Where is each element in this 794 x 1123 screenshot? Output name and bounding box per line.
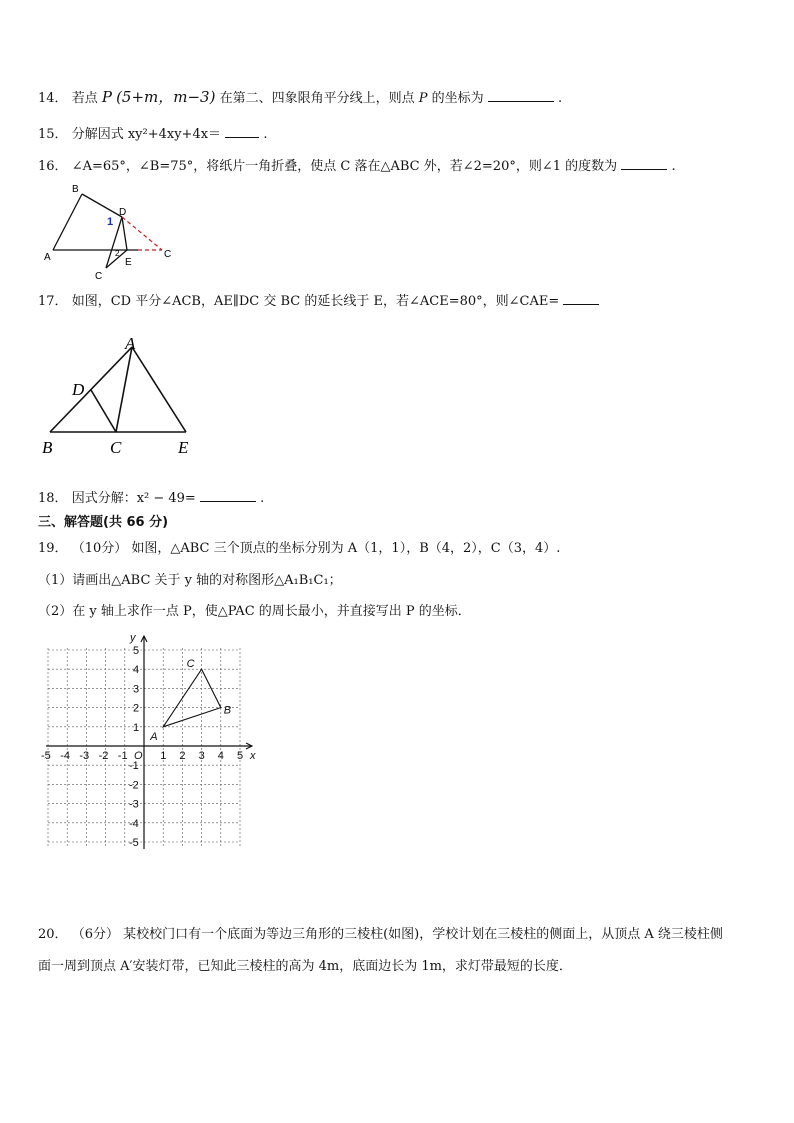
q16-label-a: A [44, 252, 51, 263]
q20-number: 20． [38, 927, 68, 942]
q14-point: P [101, 88, 112, 106]
q14-point2: P [418, 91, 428, 106]
q17-label-a: A [125, 334, 136, 353]
y-tick-label: -4 [129, 817, 139, 830]
x-tick-label: 4 [217, 750, 224, 762]
q16-fold-de [122, 217, 127, 250]
x-tick-label: -1 [117, 750, 128, 762]
q18-end: . [260, 491, 265, 506]
q14-text-end: 的坐标为 [431, 91, 484, 106]
q16-end: . [671, 159, 676, 174]
q18-answer-blank [200, 488, 256, 502]
y-tick-label: 1 [133, 721, 140, 734]
q16-side-ab [53, 194, 82, 250]
q15-text: 分解因式 xy²+4xy+4x＝ [71, 127, 222, 142]
question-16 [38, 156, 676, 176]
q17-label-d: D [72, 380, 85, 399]
y-tick-label: -3 [129, 798, 139, 811]
q14-number: 14． [38, 91, 68, 106]
x-tick-label: -2 [98, 750, 109, 762]
q17-side-ae [132, 347, 186, 432]
x-tick-label: 5 [237, 750, 244, 762]
q17-label-e: E [178, 438, 189, 457]
q20-line-2: 面一周到顶点 A′安装灯带，已知此三棱柱的高为 4m，底面边长为 1m，求灯带最短的长度． [38, 959, 572, 974]
question-14 [38, 88, 562, 108]
q19-score: （10分） [71, 541, 128, 556]
x-axis-label: x [250, 750, 256, 762]
grid-point-label-c: C [186, 658, 195, 671]
q19-part-2: （2）在 y 轴上求作一点 P，使△PAC 的周长最小，并直接写出 P 的坐标． [38, 604, 471, 619]
x-tick-label: -4 [60, 750, 70, 762]
q17-label-b: B [42, 438, 53, 457]
y-tick-label: -1 [129, 760, 139, 773]
q16-number: 16． [38, 159, 68, 174]
q19-coordinate-grid [38, 628, 268, 853]
x-tick-label: 3 [198, 750, 205, 762]
q17-side-ba [50, 347, 132, 432]
y-tick-label: 4 [133, 664, 140, 677]
q17-segment-ac [116, 347, 132, 432]
q15-answer-blank [225, 124, 259, 138]
y-tick-label: 5 [133, 645, 140, 657]
q16-label-b: B [72, 184, 79, 195]
section-3-title: 三、解答题(共 66 分) [38, 515, 169, 530]
q18-text: 因式分解：x² − 49= [71, 491, 196, 506]
q16-label-c-bottom: C [95, 271, 103, 282]
q14-end: . [557, 91, 563, 106]
q17-text: 如图，CD 平分∠ACB，AE∥DC 交 BC 的延长线于 E，若∠ACE=80°，则∠CAE= [71, 294, 560, 309]
x-tick-label: -3 [79, 750, 90, 762]
q17-answer-blank [563, 291, 599, 305]
q16-dashed-original [122, 217, 162, 250]
q20-line-1: 某校校门口有一个底面为等边三角形的三棱柱(如图)，学校计划在三棱柱的侧面上，从顶点 A 绕三棱柱侧 [123, 927, 723, 942]
q17-lines [50, 347, 186, 432]
q16-figure [38, 180, 188, 285]
q20-score: （6分） [71, 927, 119, 942]
x-tick-label: -5 [41, 750, 51, 762]
q14-answer-blank [488, 88, 554, 102]
question-20 [38, 926, 723, 944]
question-18 [38, 488, 264, 508]
q14-text-after: 在第二、四象限角平分线上，则点 [219, 91, 415, 106]
x-tick-label: 1 [160, 750, 167, 762]
q19-part-1: （1）请画出△ABC 关于 y 轴的对称图形△A₁B₁C₁； [38, 573, 342, 588]
q16-text: ∠A=65°，∠B=75°，将纸片一角折叠，使点 C 落在△ABC 外，若∠2=20°，则∠1 的度数为 [71, 159, 618, 174]
q18-number: 18． [38, 491, 68, 506]
q15-end: . [263, 127, 268, 142]
q16-label-c-top: C [164, 249, 172, 260]
y-tick-label: -2 [129, 779, 139, 792]
q16-label-d: D [119, 207, 127, 218]
q17-number: 17． [38, 294, 68, 309]
q16-angle-1: 1 [107, 216, 114, 228]
x-tick-label: 2 [179, 750, 186, 762]
origin-label: O [134, 750, 143, 762]
q16-answer-blank [621, 156, 667, 170]
question-19 [38, 540, 560, 558]
question-17 [38, 291, 599, 311]
q14-expr: (5+m，m−3) [116, 88, 216, 106]
q15-number: 15． [38, 127, 68, 142]
y-tick-label: 2 [133, 702, 140, 715]
q16-side-bd [82, 194, 122, 217]
grid-point-label-b: B [223, 704, 232, 717]
q19-text: 如图，△ABC 三个顶点的坐标分别为 A（1，1），B（4，2），C（3，4）. [131, 541, 561, 556]
q16-angle-2: 2 [115, 249, 120, 258]
y-axis-label: y [130, 632, 136, 644]
question-15 [38, 124, 267, 144]
y-tick-label: 3 [133, 683, 140, 696]
q14-text-before: 若点 [71, 91, 98, 106]
q17-segment-dc [91, 390, 116, 432]
q17-label-c: C [110, 438, 122, 457]
q19-number: 19． [38, 541, 68, 556]
y-tick-label: -5 [129, 837, 139, 849]
grid-point-label-a: A [150, 730, 158, 743]
triangle-abc [163, 669, 221, 727]
q17-figure [38, 330, 208, 460]
grid-tick-labels [41, 645, 243, 849]
q16-label-e: E [125, 257, 132, 268]
